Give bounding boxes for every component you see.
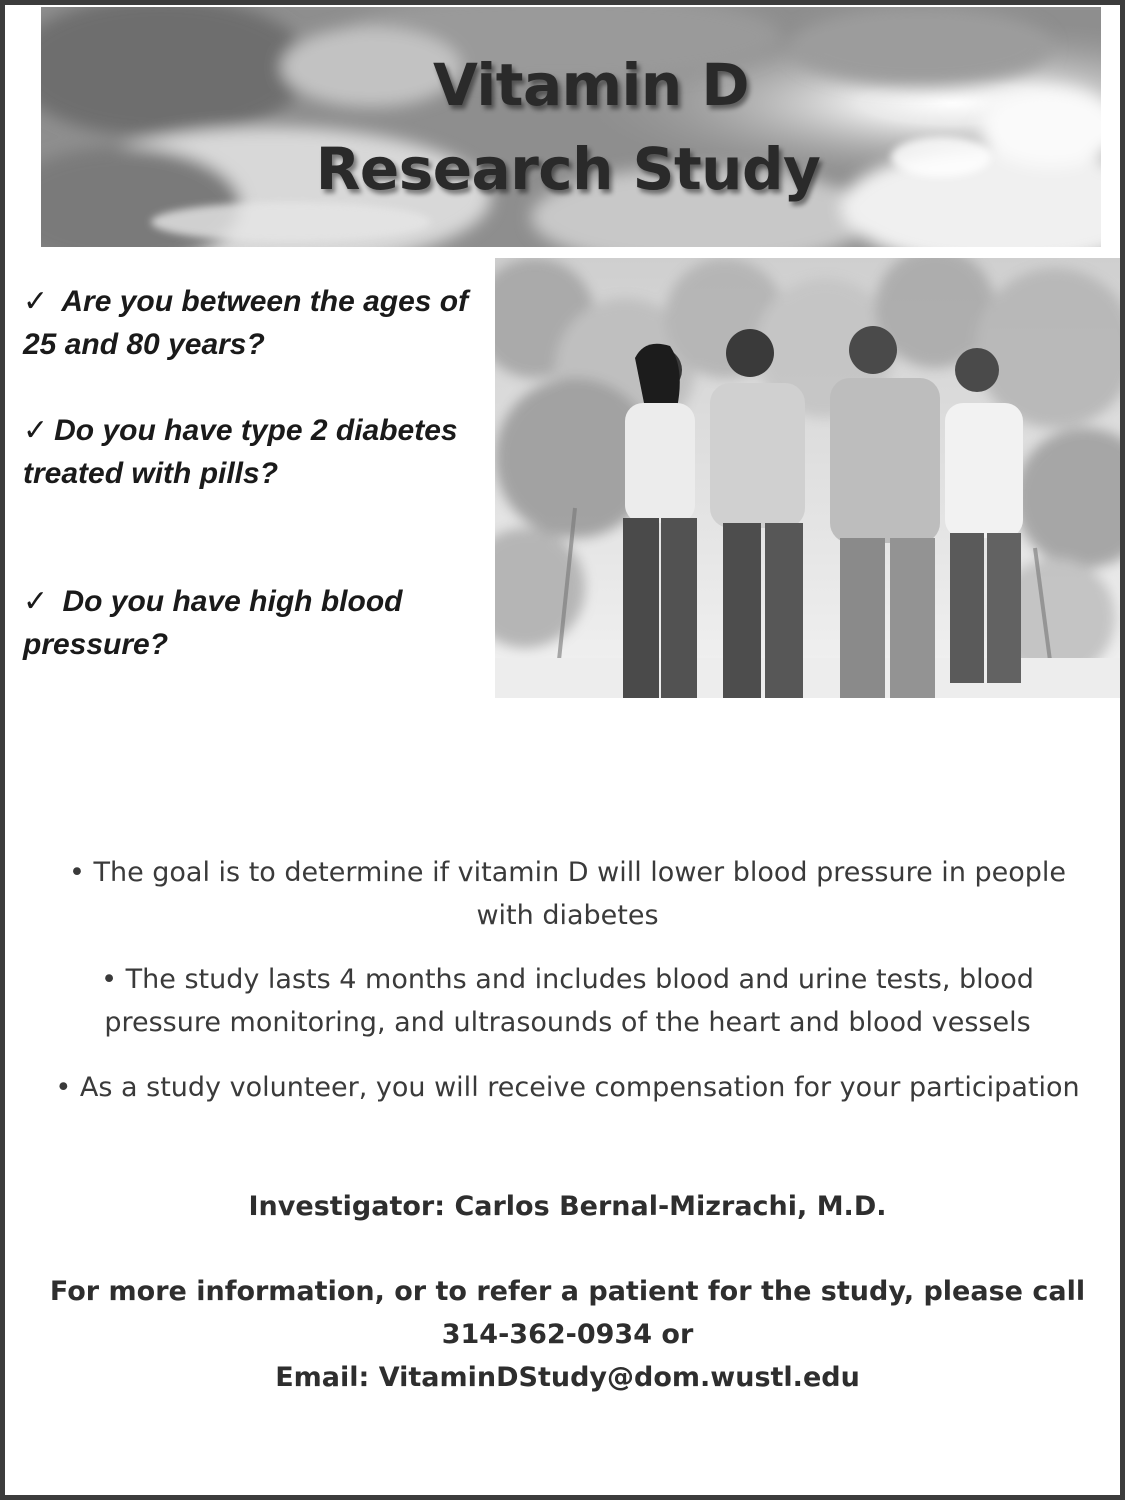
photo-illustration [495, 258, 1120, 698]
sky-clouds-background [41, 7, 1101, 247]
contact-phone[interactable]: 314-362-0934 or [441, 1319, 694, 1350]
eligibility-question-blood-pressure [23, 580, 473, 666]
investigator-line: Investigator: Carlos Bernal-Mizrachi, M.D. [248, 1191, 887, 1222]
checkmark-icon: ✓ [23, 285, 49, 318]
banner-title-line1: Vitamin D [432, 51, 750, 119]
banner [41, 7, 1101, 247]
photo-people-walking [495, 258, 1120, 698]
person-figure [710, 329, 805, 698]
checkmark-icon: ✓ [23, 585, 49, 618]
compensation-bullet: • As a study volunteer, you will receive compensation for your participation [55, 1072, 1080, 1103]
person-figure [830, 326, 940, 698]
contact-block [35, 1270, 1100, 1399]
contact-instructions: For more information, or to refer a patient for the study, please call [49, 1276, 1086, 1307]
question-text: Are you between the ages of 25 and 80 years? [23, 285, 469, 361]
eligibility-question-age [23, 280, 473, 366]
study-goal-bullet: • The goal is to determine if vitamin D will lower blood pressure in people with diabetes [68, 857, 1067, 931]
checkmark-icon: ✓ [23, 414, 49, 447]
banner-title-line2: Research Study [315, 135, 821, 203]
question-text: Do you have high blood pressure? [23, 585, 403, 661]
question-text: Do you have type 2 diabetes treated with pills? [23, 414, 458, 490]
contact-email[interactable]: Email: VitaminDStudy@dom.wustl.edu [275, 1362, 860, 1393]
eligibility-question-diabetes [23, 409, 473, 495]
study-duration-bullet: • The study lasts 4 months and includes blood and urine tests, blood pressure monitoring, and ultrasounds of the heart and blood vessels [101, 964, 1034, 1038]
